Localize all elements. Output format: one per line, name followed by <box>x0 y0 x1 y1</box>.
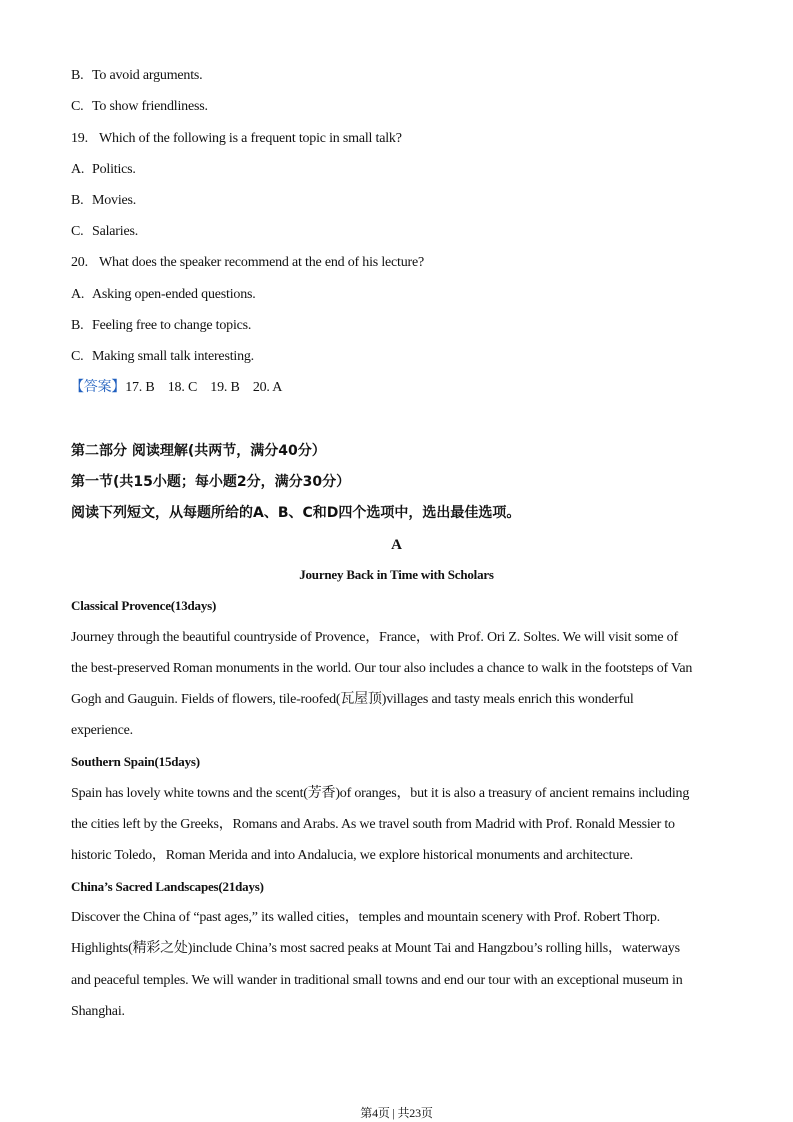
option-line <box>71 348 254 366</box>
passage-letter: A <box>391 537 402 553</box>
option-label: B. <box>71 193 84 208</box>
option-text: Making small talk interesting. <box>92 349 254 364</box>
option-line <box>71 67 202 85</box>
option-text: Politics. <box>92 162 136 177</box>
paragraph-line: the best-preserved Roman monuments in the world. Our tour also includes a chance to walk in the footsteps of Van <box>71 661 693 676</box>
question-text: Which of the following is a frequent topic in small talk? <box>99 131 402 146</box>
option-line <box>71 286 256 304</box>
paragraph-line: Highlights(精彩之处)include China’s most sacred peaks at Mount Tai and Hangzbou’s rolling hills，waterways <box>71 941 680 956</box>
question-number: 20. <box>71 255 88 270</box>
question-line <box>71 254 424 272</box>
option-label: A. <box>71 162 85 177</box>
option-line <box>71 223 138 241</box>
option-label: B. <box>71 68 84 83</box>
page-footer: 第4页 | 共23页 <box>360 1106 433 1120</box>
option-label: A. <box>71 287 85 302</box>
paragraph-line: Gogh and Gauguin. Fields of flowers, tile-roofed(瓦屋顶)villages and tasty meals enrich this wonderful <box>71 692 634 707</box>
option-text: Salaries. <box>92 224 139 239</box>
option-text: To avoid arguments. <box>92 68 203 83</box>
option-line <box>71 317 251 335</box>
instructions: 阅读下列短文，从每题所给的A、B、C和D四个选项中，选出最佳选项。 <box>71 505 521 521</box>
option-line <box>71 192 136 210</box>
paragraph-line: Discover the China of “past ages,” its walled cities，temples and mountain scenery with Prof. Robert Thorp. <box>71 910 660 925</box>
option-text: Feeling free to change topics. <box>92 318 252 333</box>
paragraph-line: Shanghai. <box>71 1004 125 1019</box>
option-text: To show friendliness. <box>92 99 208 114</box>
answer-keys: 17. B 18. C 19. B 20. A <box>125 380 283 395</box>
answer-tag: 【答案】 <box>70 380 126 395</box>
tour-title: Southern Spain(15days) <box>71 754 200 769</box>
part-heading: 第二部分 阅读理解(共两节，满分40分） <box>71 443 326 459</box>
tour-title: Classical Provence(13days) <box>71 598 217 613</box>
option-label: C. <box>71 349 84 364</box>
question-text: What does the speaker recommend at the end of his lecture? <box>99 255 425 270</box>
paragraph-line: Journey through the beautiful countryside of Provence，France，with Prof. Ori Z. Soltes. We will visit some of <box>71 630 678 645</box>
question-number: 19. <box>71 131 88 146</box>
paragraph-line: and peaceful temples. We will wander in traditional small towns and end our tour with an exceptional museum in <box>71 973 683 988</box>
question-line <box>71 130 402 148</box>
passage-title: Journey Back in Time with Scholars <box>299 567 494 582</box>
option-text: Movies. <box>92 193 137 208</box>
paragraph-line: experience. <box>71 723 133 738</box>
sub-heading: 第一节(共15小题；每小题2分，满分30分） <box>71 474 351 490</box>
option-text: Asking open-ended questions. <box>92 287 256 302</box>
paragraph-line: Spain has lovely white towns and the scent(芳香)of oranges，but it is also a treasury of ancient remains including <box>71 786 690 801</box>
option-label: C. <box>71 99 84 114</box>
option-label: C. <box>71 224 84 239</box>
option-label: B. <box>71 318 84 333</box>
option-line <box>71 161 136 179</box>
paragraph-line: historic Toledo，Roman Merida and into Andalucia, we explore historical monuments and architecture. <box>71 848 633 863</box>
option-line <box>71 98 208 116</box>
paragraph-line: the cities left by the Greeks，Romans and Arabs. As we travel south from Madrid with Prof. Ronald Messier to <box>71 817 675 832</box>
tour-title: China’s Sacred Landscapes(21days) <box>71 879 264 894</box>
answer-line <box>70 379 282 397</box>
